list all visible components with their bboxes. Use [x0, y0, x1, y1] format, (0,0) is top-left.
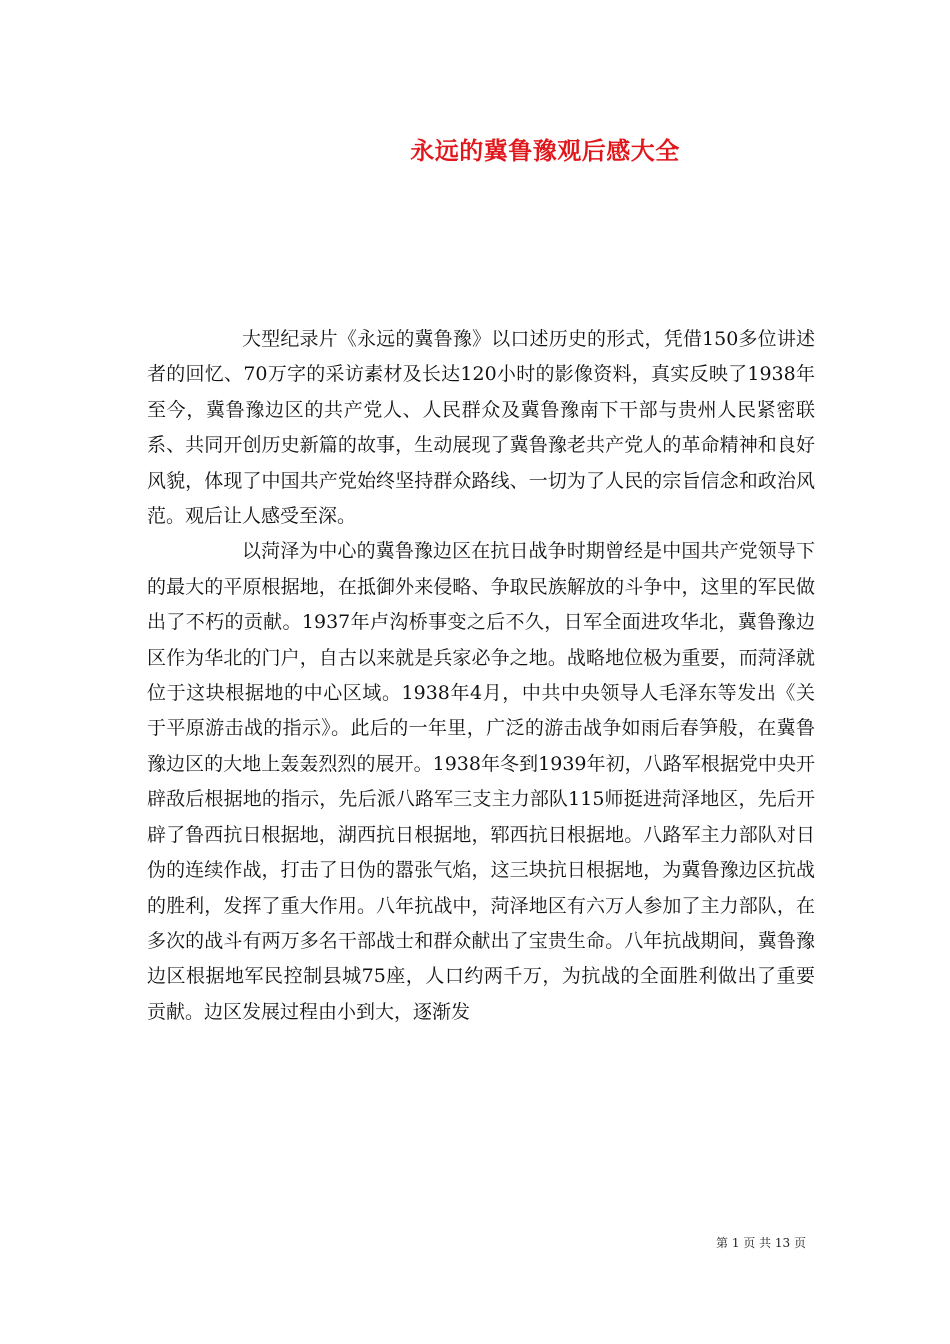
- page-number-footer: 第 1 页 共 13 页: [716, 1236, 806, 1250]
- document-body: [147, 322, 815, 1030]
- paragraph-2: 以菏泽为中心的冀鲁豫边区在抗日战争时期曾经是中国共产党领导下的最大的平原根据地，在抵御外来侵略、争取民族解放的斗争中，这里的军民做出了不朽的贡献。1937年卢沟桥事变之后不久，日军全面进攻华北，冀鲁豫边区作为华北的门户，自古以来就是兵家必争之地。战略地位极为重要，而菏泽就位于这块根据地的中心区域。1938年4月，中共中央领导人毛泽东等发出《关于平原游击战的指示》。此后的一年里，广泛的游击战争如雨后春笋般，在冀鲁豫边区的大地上轰轰烈烈的展开。1938年冬到1939年初，八路军根据党中央开辟敌后根据地的指示，先后派八路军三支主力部队115师挺进菏泽地区，先后开辟了鲁西抗日根据地，湖西抗日根据地，郓西抗日根据地。八路军主力部队对日伪的连续作战，打击了日伪的嚣张气焰，这三块抗日根据地，为冀鲁豫边区抗战的胜利，发挥了重大作用。八年抗战中，菏泽地区有六万人参加了主力部队，在多次的战斗有两万多名干部战士和群众献出了宝贵生命。八年抗战期间，冀鲁豫边区根据地军民控制县城75座，人口约两千万，为抗战的全面胜利做出了重要贡献。边区发展过程由小到大，逐渐发: [147, 540, 815, 1023]
- paragraph-1: 大型纪录片《永远的冀鲁豫》以口述历史的形式，凭借150多位讲述者的回忆、70万字的采访素材及长达120小时的影像资料，真实反映了1938年至今，冀鲁豫边区的共产党人、人民群众及冀鲁豫南下干部与贵州人民紧密联系、共同开创历史新篇的故事，生动展现了冀鲁豫老共产党人的革命精神和良好风貌，体现了中国共产党始终坚持群众路线、一切为了人民的宗旨信念和政治风范。观后让人感受至深。: [147, 328, 815, 528]
- document-title: 永远的冀鲁豫观后感大全: [410, 136, 680, 165]
